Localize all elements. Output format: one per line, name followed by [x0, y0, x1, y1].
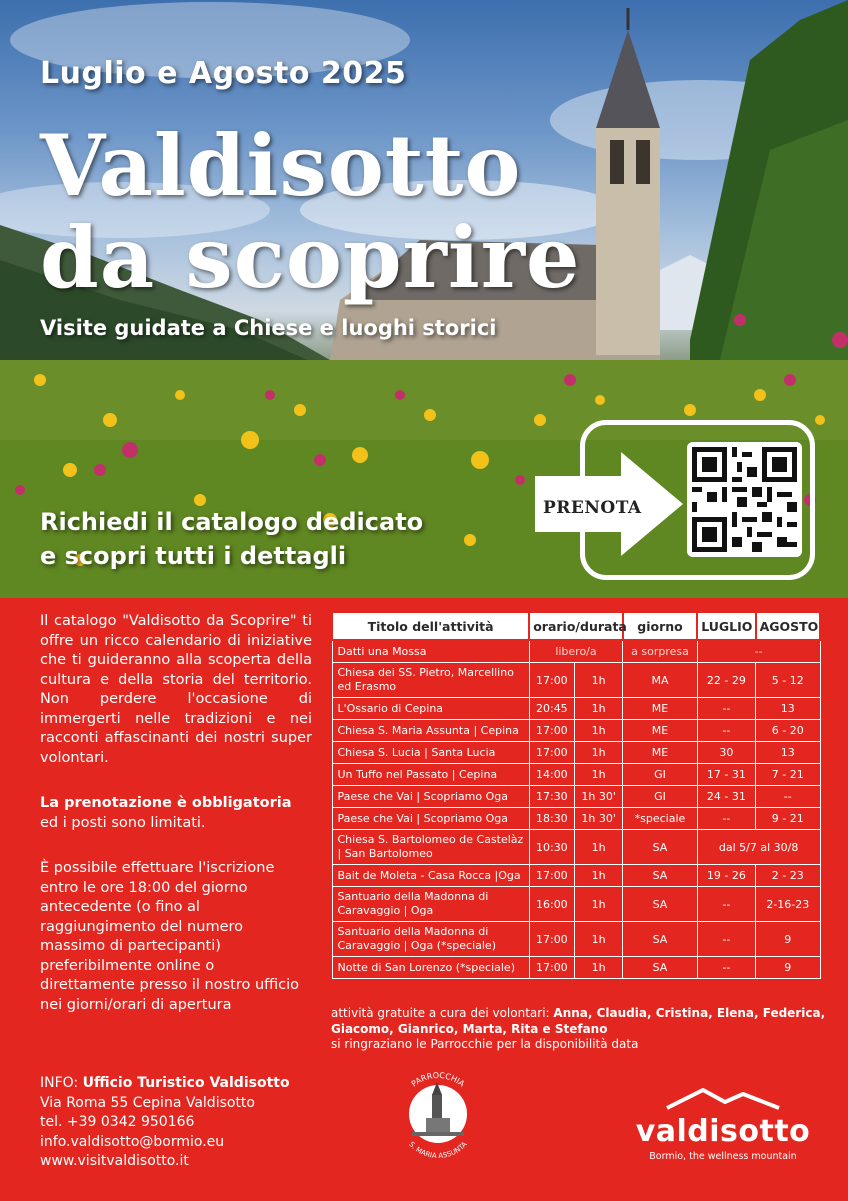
svg-text:S. MARIA ASSUNTA — [407, 1140, 468, 1160]
table-row — [332, 663, 820, 698]
activity-time: 17:00 — [529, 922, 574, 957]
activity-duration: 1h — [574, 663, 622, 698]
activity-day: ME — [623, 720, 697, 742]
activity-day: SA — [623, 887, 697, 922]
activity-time: 17:00 — [529, 720, 574, 742]
header-august: AGOSTO — [756, 612, 820, 640]
activity-time: 17:00 — [529, 742, 574, 764]
activity-day: SA — [623, 865, 697, 887]
activity-day: GI — [623, 786, 697, 808]
activity-title: Paese che Vai | Scopriamo Oga — [332, 808, 529, 830]
office-address: Via Roma 55 Cepina Valdisotto — [40, 1094, 255, 1111]
activity-duration: 1h — [574, 865, 622, 887]
activity-july: 30 — [697, 742, 755, 764]
activity-time: 18:30 — [529, 808, 574, 830]
activity-time: 17:30 — [529, 786, 574, 808]
activity-july: -- — [697, 808, 755, 830]
activity-time: libero/a — [529, 640, 623, 663]
tagline: Visite guidate a Chiese e luoghi storici — [40, 316, 497, 340]
signup-text: È possibile effettuare l'iscrizione entro le ore 18:00 del giorno antecedente (o fino al raggiungimento del numero massimo di partecipanti) preferibilmente online o direttamente presso il nostro ufficio nei giorni/orari di apertura — [40, 860, 300, 1013]
activity-title: L'Ossario di Cepina — [332, 698, 529, 720]
activity-time: 20:45 — [529, 698, 574, 720]
activity-title: Chiesa S. Lucia | Santa Lucia — [332, 742, 529, 764]
table-row — [332, 764, 820, 786]
table-row — [332, 786, 820, 808]
activity-time: 17:00 — [529, 957, 574, 979]
table-row — [332, 742, 820, 764]
contact-info — [40, 1074, 290, 1172]
activity-duration: 1h — [574, 887, 622, 922]
activity-day: ME — [623, 742, 697, 764]
activity-august: 9 — [756, 957, 820, 979]
table-row — [332, 808, 820, 830]
volunteer-names: Anna, Claudia, Cristina, Elena, Federica, Giacomo, Gianrico, Marta, Rita e Stefano — [331, 1006, 826, 1036]
office-website[interactable]: www.visitvaldisotto.it — [40, 1153, 189, 1169]
header-time: orario/durata — [529, 612, 623, 640]
header-title: Titolo dell'attività — [332, 612, 529, 640]
activity-day: a sorpresa — [623, 640, 697, 663]
catalog-line-2: e scopri tutti i dettagli — [40, 542, 347, 570]
credits-prefix: attività gratuite a cura dei volontari: — [331, 1006, 550, 1020]
activity-title: Santuario della Madonna di Caravaggio | Oga — [332, 887, 529, 922]
activity-time: 17:00 — [529, 865, 574, 887]
activity-day: *speciale — [623, 808, 697, 830]
activity-title: Datti una Mossa — [332, 640, 529, 663]
parish-top-text: PARROCCHIA — [409, 1070, 467, 1089]
parish-logo — [392, 1068, 484, 1160]
table-row — [332, 865, 820, 887]
title-line-2: da scoprire — [40, 208, 581, 307]
booking-required-note — [40, 794, 312, 833]
activity-august: 6 - 20 — [756, 720, 820, 742]
activity-day: SA — [623, 957, 697, 979]
activity-duration: 1h — [574, 922, 622, 957]
brand-slogan: Bormio, the wellness mountain — [649, 1151, 797, 1162]
activity-title: Bait de Moleta - Casa Rocca |Oga — [332, 865, 529, 887]
activity-day: MA — [623, 663, 697, 698]
parish-thanks: si ringraziano le Parrocchie per la disponibilità data — [331, 1037, 639, 1051]
activity-august: 2 - 23 — [756, 865, 820, 887]
activity-july: 17 - 31 — [697, 764, 755, 786]
table-row — [332, 887, 820, 922]
activity-duration: 1h — [574, 698, 622, 720]
activity-title: Chiesa S. Maria Assunta | Cepina — [332, 720, 529, 742]
activity-july: 19 - 26 — [697, 865, 755, 887]
activity-time: 17:00 — [529, 663, 574, 698]
table-row — [332, 922, 820, 957]
activity-august: 2-16-23 — [756, 887, 820, 922]
valdisotto-logo — [618, 1086, 828, 1162]
activity-title: Chiesa dei SS. Pietro, Marcellino ed Erasmo — [332, 663, 529, 698]
activity-day: GI — [623, 764, 697, 786]
activity-august: 9 — [756, 922, 820, 957]
activity-dates: -- — [697, 640, 820, 663]
activity-duration: 1h 30' — [574, 808, 622, 830]
activity-july: 22 - 29 — [697, 663, 755, 698]
office-phone[interactable]: tel. +39 0342 950166 — [40, 1114, 195, 1130]
qr-code-icon[interactable] — [687, 442, 802, 557]
activity-duration: 1h — [574, 742, 622, 764]
activity-duration: 1h — [574, 720, 622, 742]
activity-title: Un Tuffo nel Passato | Cepina — [332, 764, 529, 786]
activity-july: -- — [697, 957, 755, 979]
activity-title: Paese che Vai | Scopriamo Oga — [332, 786, 529, 808]
table-row — [332, 698, 820, 720]
activity-july: -- — [697, 698, 755, 720]
book-label[interactable]: PRENOTA — [543, 498, 642, 518]
activity-day: SA — [623, 922, 697, 957]
table-row — [332, 830, 820, 865]
activity-day: ME — [623, 698, 697, 720]
table-row — [332, 720, 820, 742]
volunteer-credits — [331, 1006, 826, 1053]
activity-day: SA — [623, 830, 697, 865]
booking-badge[interactable] — [535, 420, 820, 585]
table-header-row — [332, 612, 820, 640]
activity-dates: dal 5/7 al 30/8 — [697, 830, 820, 865]
page-title — [40, 116, 581, 307]
date-range: Luglio e Agosto 2025 — [40, 56, 407, 91]
table-row — [332, 640, 820, 663]
header-july: LUGLIO — [697, 612, 755, 640]
activity-duration: 1h 30' — [574, 786, 622, 808]
activity-july: -- — [697, 887, 755, 922]
activity-july: -- — [697, 720, 755, 742]
activity-duration: 1h — [574, 957, 622, 979]
activity-august: -- — [756, 786, 820, 808]
activity-title: Notte di San Lorenzo (*speciale) — [332, 957, 529, 979]
activity-time: 14:00 — [529, 764, 574, 786]
description-column — [40, 612, 312, 1015]
header-day: giorno — [623, 612, 697, 640]
activity-august: 9 - 21 — [756, 808, 820, 830]
booking-required-rest: ed i posti sono limitati. — [40, 814, 206, 831]
schedule-table — [331, 611, 821, 979]
activity-august: 7 - 21 — [756, 764, 820, 786]
activity-title: Santuario della Madonna di Caravaggio | Oga (*speciale) — [332, 922, 529, 957]
activity-duration: 1h — [574, 830, 622, 865]
title-line-1: Valdisotto — [40, 116, 522, 215]
activity-august: 13 — [756, 698, 820, 720]
office-name: Ufficio Turistico Valdisotto — [82, 1075, 290, 1091]
activity-august: 5 - 12 — [756, 663, 820, 698]
brand-name: valdisotto — [635, 1114, 811, 1149]
activity-title: Chiesa S. Bartolomeo de Castelàz | San Bartolomeo — [332, 830, 529, 865]
intro-text: Il catalogo "Valdisotto da Scoprire" ti offre un ricco calendario di iniziative che ti guideranno alla scoperta della cultura e della storia del territorio. Non perdere l'occasione di immergerti nelle tradizioni e nei racconti affascinanti dei nostri super volontari. — [40, 613, 312, 766]
mountain-logo-icon — [663, 1086, 783, 1110]
info-label: INFO: — [40, 1075, 79, 1091]
table-row — [332, 957, 820, 979]
activity-time: 10:30 — [529, 830, 574, 865]
activity-duration: 1h — [574, 764, 622, 786]
parish-bottom-text: S. MARIA ASSUNTA — [407, 1140, 469, 1160]
activity-time: 16:00 — [529, 887, 574, 922]
hero-section — [0, 0, 848, 598]
activity-july: 24 - 31 — [697, 786, 755, 808]
office-email[interactable]: info.valdisotto@bormio.eu — [40, 1133, 225, 1150]
catalog-call-to-action — [40, 505, 423, 573]
catalog-line-1: Richiedi il catalogo dedicato — [40, 508, 424, 536]
activity-august: 13 — [756, 742, 820, 764]
activity-july: -- — [697, 922, 755, 957]
booking-required-bold: La prenotazione è obbligatoria — [40, 795, 292, 811]
